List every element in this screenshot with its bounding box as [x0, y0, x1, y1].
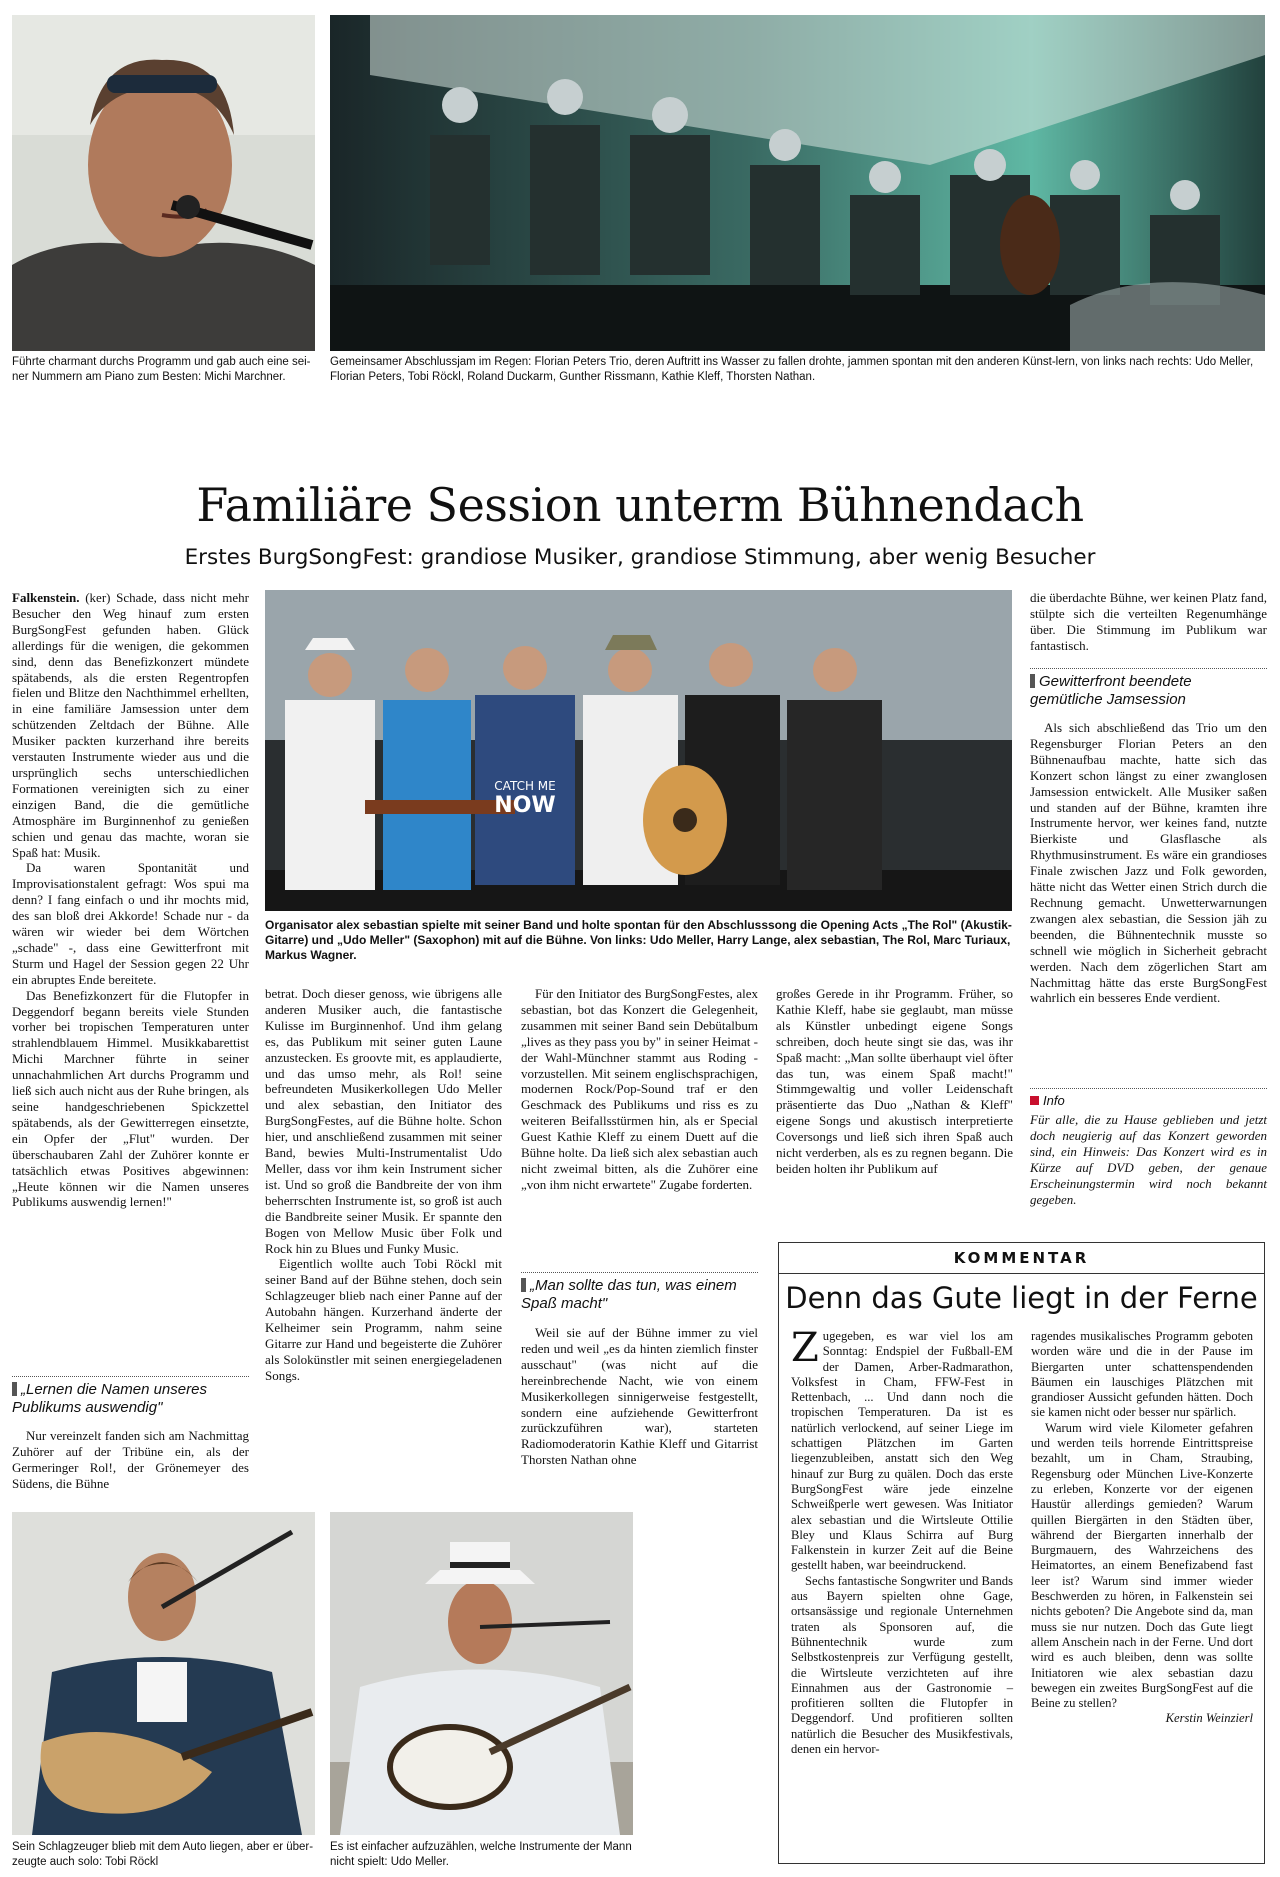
col3-paragraph-1: Für den Initiator des BurgSongFestes, alex sebastian, bot das Konzert die Gelegenheit, zusammen mit seiner Band sein Debütalbum „lives as they pass you by" in seiner Heimat - der Wahl-Münchner stammt aus Roding - vorzustellen. Mit seinem englischsprachigen, modernen Rock/Pop-Sound traf er den Geschmack des Publikums und riss es zu weiteren Beifallsstürmen hin, als er Special Guest Kathie Kleff zu einem Duett auf die Bühne holte. Da ließ sich alex sebastian auch nicht zweimal bitten, als die Zuhörer eine „von ihm nicht erwartete" Zugabe forderten. [521, 986, 758, 1192]
dateline: Falkenstein. [12, 590, 80, 605]
caption-top-right: Gemeinsamer Abschlussjam im Regen: Florian Peters Trio, deren Auftritt ins Wasser zu fallen drohte, jammen spontan mit den anderen Künst-lern, von links nach rechts: Udo Meller, Florian Peters, Tobi Röckl, Roland Duckarm, Gunther Rissmann, Kathie Kleff, Thorsten Nathan. [330, 356, 1254, 383]
subhead-gewitter: Gewitterfront beendete gemütliche Jamsession [1030, 668, 1267, 709]
kommentar-col1-paragraph-2: Sechs fantastische Songwriter und Bands aus Bayern spielten ohne Gage, ortsansässige und regionale Unternehmen traten als Sponsoren auf, die Bühnentechnik wurde zum Selbstkostenpreis zur Verfügung gestellt, die Wirtsleute verzichteten auf ihre Einnahmen aus der Gastronomie – profitieren sollten die Flutopfer in Deggendorf. Und profitieren sollten natürlich die Besucher des Musikfestivals, denen ein hervor- [791, 1573, 1013, 1757]
col2-paragraph-2: Eigentlich wollte auch Tobi Röckl mit seiner Band auf der Bühne stehen, doch sein Schlagzeuger blieb nach einer Panne auf der Autobahn hängen. Kurzerhand änderte der Kelheimer sein Programm, nahm seine Gitarre zur Hand und begeisterte die Zuhörer als Solokünstler mit seinen energiegeladenen Songs. [265, 1256, 502, 1383]
article-column-3-end [521, 1325, 758, 1468]
col1-paragraph-1: (ker) Schade, dass nicht mehr Besucher den Weg hinauf zum ersten BurgSongFest gefunden haben. Glück allerdings für die wenigen, die gekommen sind, denn das Benefizkonzert mündete spätabends, als die ersten Regentropfen fielen und Blitze den Nachthimmel erhellten, in eine familiäre Jamsession unter dem schützenden Zeltdach der Bühne. Alle Musiker packten kurzerhand ihre bereits verstauten Instrumente wieder aus und die ursprünglich sechs unterschiedlichen Formationen vereinigten sich zu einer einzigen Band, die die gemütliche Atmosphäre im Burginnenhof zu genießen schien und genau das machte, woran sie Spaß hat: Musik. [12, 590, 250, 860]
col1-paragraph-3: Das Benefizkonzert für die Flutopfer in Deggendorf begann bereits viele Stunden vorher bei tropischen Temperaturen unter strahlendblauem Himmel. Musikkabarettist Michi Marchner führte in seiner unnachahmlichen Art durchs Programm und ließ sich auch nicht aus der Ruhe bringen, als seine handgeschriebenen Spickzettel spätabends, als der Gewitterregen einsetzte, ein Opfer der „Flut" wurden. Der überschaubaren Zahl der Zuhörer konnte er tatsächlich etwas Positives abgewinnen: „Heute können wir die Namen unseres Publikums auswendig lernen!" [12, 987, 249, 1210]
headline: Familiäre Session unterm Bühnendach [196, 478, 1084, 532]
col2-paragraph-1: betrat. Doch dieser genoss, wie übrigens alle anderen Musiker auch, die fantastische Kulisse im Burginnenhof. Und ihm gelang es, das Publikum mit seiner guten Laune anzustecken. Es groovte mit, es applaudierte, und das umso mehr, als Rol! seine befreundeten Musikerkollegen Udo Meller und alex sebastian, den Initiator des BurgSongFestes, auf die Bühne holte. Schon hier, und anschließend zusammen mit seiner Band, bewies Multi-Instrumentalist Udo Meller, dass vor ihm kein Instrument sicher ist. Und so groß die Bandbreite der von ihm beherrschten Instrumente ist, so groß ist auch die Bandbreite seiner Musik. Er spannte den Bogen von Mellow Music über Folk und Rock hin zu Blues und Funky Music. [265, 986, 502, 1256]
kommentar-dropcap: Z [791, 1325, 819, 1371]
article-column-5 [1030, 590, 1267, 654]
kommentar-col2-paragraph-1: ragendes musikalisches Programm geboten worden wäre und die in der Pause im Biergarten unter schattenspendenden Bäumen ein lauschiges Plätzchen mit grandioser Aussicht gefunden hätten. Doch sie kamen nicht oder besser nur spärlich. [1031, 1329, 1253, 1420]
caption-top-left: Führte charmant durchs Programm und gab auch eine sei-ner Nummern am Piano zum Besten: Michi Marchner. [12, 356, 311, 383]
col1-paragraph-4: Nur vereinzelt fanden sich am Nachmittag Zuhörer auf der Tribüne ein, als der Germeringer Rol!, der Grönemeyer des Südens, die Bühne [12, 1428, 249, 1491]
col4-paragraph-1: großes Gerede in ihr Programm. Früher, so Kathie Kleff, habe sie geglaubt, man müsse als Künstler unbedingt eigene Songs schreiben, doch heute singt sie das, was ihr Spaß macht: „Man sollte überhaupt viel öfter das tun, was einem Spaß macht!" Stimmgewaltig und voller Leidenschaft präsentierte das Duo „Nathan & Kleff" eigene Songs und akustisch interpretierte Coversongs und ließ sich ihren Spaß auch nicht verderben, als es zu regnen begann. Die beiden holten ihr Publikum auf [776, 986, 1013, 1176]
article-column-1-end [12, 1428, 249, 1492]
subhead-spass: „Man sollte das tun, was einem Spaß macht" [521, 1272, 758, 1313]
photo-michi-marchner [12, 15, 315, 351]
info-square-icon [1030, 1096, 1039, 1105]
photo-band-group [265, 590, 1012, 911]
photo-abschlussjam [330, 15, 1265, 351]
caption-bottom-right: Es ist einfacher aufzuzählen, welche Instrumente der Mann nicht spielt: Udo Meller. [330, 1841, 632, 1868]
article-column-3 [521, 986, 758, 1193]
caption-middle: Organisator alex sebastian spielte mit seiner Band und holte spontan für den Abschlusssong die Opening Acts „The Rol" (Akustik-Gitarre) und „Udo Meller" (Saxophon) mit auf die Bühne. Von links: Udo Meller, Harry Lange, alex sebastian, The Rol, Marc Turiaux, Markus Wagner. [265, 918, 1012, 962]
col5-paragraph-1: die überdachte Bühne, wer keinen Platz fand, stülpte sich die verteilten Regenumhänge über. Die Stimmung im Publikum war fantastisch. [1030, 590, 1267, 653]
shirt-text-catch: CATCH ME [494, 779, 556, 793]
subheadline: Erstes BurgSongFest: grandiose Musiker, grandiose Stimmung, aber wenig Besucher [184, 545, 1096, 570]
photo-tobi-roeckl [12, 1512, 315, 1835]
kommentar-label: KOMMENTAR [953, 1249, 1090, 1267]
article-column-2 [265, 986, 502, 1384]
kommentar-headline: Denn das Gute liegt in der Ferne [785, 1281, 1258, 1315]
photo-udo-meller [330, 1512, 633, 1835]
article-column-1 [12, 590, 249, 1210]
subhead-marker-icon [521, 1278, 526, 1292]
col1-paragraph-2: Da waren Spontanität und Improvisationstalent gefragt: Wos spui ma denn? I fang einfach o und ihr mochts mid, des san bloß drei Akkorde! Schade nur - da wären wir wieder bei dem Wörtchen „schade" -, dass eine Gewitterfront mit Sturm und Hagel der Session gegen 22 Uhr ein abruptes Ende bereitete. [12, 860, 249, 987]
col3-paragraph-2: Weil sie auf der Bühne immer zu viel reden und weil „es da hinten ziemlich finster ausschaut" (was nicht auf die hereinbrechende Nacht, wie von einem Musikerkollegen sinnigerweise festgestellt, sondern eine aufziehende Gewitterfront zurückzuführen war), starteten Radiomoderatorin Kathie Kleff und Gitarrist Thorsten Nathan ohne [521, 1325, 758, 1468]
article-column-4 [776, 986, 1013, 1177]
kommentar-col2-paragraph-2: Warum wird viele Kilometer gefahren und werden teils horrende Eintrittspreise bezahlt, um in Cham, Straubing, Regensburg oder München Live-Konzerte zu erleben, Konzerte vor der eigenen Haustür allerdings gemieden? Warum quillen Biergärten in den Städten über, während der Biergarten innerhalb der Burgmauern, des Wahrzeichens des Heimatortes, an einem Benefizabend fast leer ist? Warum sind immer wieder Beschwerden zu hören, in Falkenstein sei nichts geboten? Die Angebote sind da, man muss sie nur nutzen. Doch das Gute liegt allem Anschein nach in der Ferne. Und dort wird es auch bleiben, denn was sollte Initiatoren wie alex sebastian dazu bewegen ein zweites BurgSongFest auf die Beine zu stellen? [1031, 1420, 1253, 1711]
subhead-marker-icon [1030, 674, 1035, 688]
kommentar-column-1: Zugegeben, es war viel los am Sonntag: Endspiel der Fußball-EM der Damen, Arber-Radmarathon, Volksfest in Cham, FFW-Fest in Rettenbach, ... Und dann noch die tropischen Temperaturen. Da ist es natürlich verlockend, auf seiner Liege im schattigen Plätzchen im Garten liegenzubleiben, anstatt sich den Weg hinauf zur Burg zu quälen. Doch das erste BurgSongFest wäre jede einzelne Schweißperle wert gewesen. Was Initiator alex sebastian und die Wirtsleute Ottilie Bley und Klaus Schirra auf Burg Falkenstein in kurzer Zeit auf die Beine gestellt haben, war beeindruckend. Sechs fantastische Songwriter und Bands aus Bayern spielten ohne Gage, ortsansässige und regionale Unternehmen traten als Sponsoren auf, die Bühnentechnik wurde zum Selbstkostenpreis zur Verfügung gestellt, die Wirtsleute verzichteten auf ihre Einnahmen aus der Gastronomie – profitieren sollten die Flutopfer in Deggendorf. Und profitieren sollten natürlich die Besucher des Musikfestivals, denen ein hervor- [791, 1325, 1013, 1757]
info-text: Für alle, die zu Hause geblieben und jetzt doch neugierig auf das Konzert geworden sind, ein Hinweis: Das Konzert wird es in Kürze auf DVD geben, der genaue Erscheinungstermin wird noch bekannt gegeben. [1030, 1112, 1267, 1207]
kommentar-box [778, 1242, 1265, 1864]
info-label: Info [1030, 1088, 1267, 1110]
shirt-text-now: NOW [494, 793, 556, 818]
subhead-marker-icon [12, 1382, 17, 1396]
subhead-namen: „Lernen die Namen unseres Publikums auswendig" [12, 1376, 249, 1417]
caption-bottom-left: Sein Schlagzeuger blieb mit dem Auto liegen, aber er über-zeugte auch solo: Tobi Röckl [12, 1841, 314, 1868]
article-column-5-mid [1030, 720, 1267, 1006]
kommentar-column-2 [1031, 1329, 1253, 1727]
col5-paragraph-2: Als sich abschließend das Trio um den Regensburger Florian Peters an den Bühnenaufbau machte, hatte sich das Konzert schon längst zu einer zwanglosen Jamsession entwickelt. Alle Musiker saßen und standen auf der Bühne, kramten ihre Instrumente hervor, wer keines fand, nutzte Bierkiste und Glasflasche als Rhythmusinstrument. Es wäre ein grandioses Finale zwischen Jazz und Folk geworden, hätte nicht das Wetter einen Strich durch die Rechnung gemacht. Unwetterwarnungen zwangen alex sebastian, die Session jäh zu beenden, die Bühnentechnik musste so schnell wie möglich in Sicherheit gebracht werden. Nach dem zögerlichen Start am Nachmittag hätte das erste BurgSongFest wahrlich ein besseres Ende verdient. [1030, 720, 1267, 1006]
kommentar-author: Kerstin Weinzierl [1165, 1711, 1253, 1726]
